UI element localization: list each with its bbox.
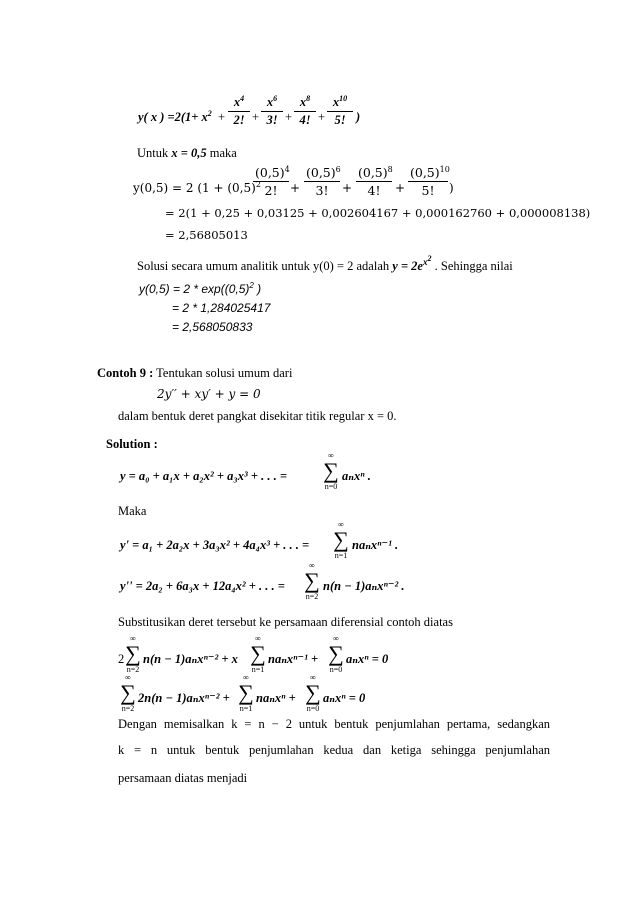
solution-label: Solution :	[106, 437, 158, 451]
sum-symbol: ∞ ∑ n=2	[120, 673, 136, 713]
eq1-lhs: y( x ) $=2(1+ x^2$	[138, 108, 212, 124]
series-y1-term: naₙxⁿ⁻¹ .	[352, 538, 399, 552]
maka-label: Maka	[118, 504, 147, 518]
deret-text: dalam bentuk deret pangkat disekitar titik regular x = 0.	[118, 409, 397, 423]
sum-symbol: ∞ ∑ n=1	[250, 634, 266, 674]
paragraph-line: Dengan memisalkan k = n − 2 untuk bentuk penjumlahan pertama, sedangkan	[118, 717, 550, 731]
eq2-fraction: $(0,5)^4$ 2!	[255, 164, 290, 198]
subst-text: Substitusikan deret tersebut ke persamaan diferensial contoh diatas	[118, 615, 453, 629]
series-y-term: aₙxⁿ .	[342, 469, 371, 483]
subst2-term3: aₙxⁿ = 0	[323, 691, 366, 705]
paragraph-line: persamaan diatas menjadi	[118, 771, 248, 785]
solusi-line: Solusi secara umum analitik untuk y(0) = 2 adalah $y = 2e^{x2}$ . Sehingga nilai	[137, 253, 513, 273]
eq1-plus: +	[285, 110, 293, 124]
sum-symbol: ∞ ∑ n=2	[304, 561, 320, 601]
subst1-term2: naₙxⁿ⁻¹ +	[268, 652, 319, 666]
exp-line-3: = 2,568050833	[172, 320, 253, 334]
series-y-text: y = a₀ + a₁x + a₂x² + a₃x³ + . . . =	[120, 469, 287, 483]
eq2-expansion: = 2(1 + 0,25 + 0,03125 + 0,002604167 + 0,000162760 + 0,000008138)	[165, 206, 591, 220]
sum-symbol: ∞ ∑ n=1	[238, 673, 254, 713]
ode-equation: 2y′′ + xy′ + y = 0	[157, 387, 261, 401]
sum-symbol: ∞ ∑ n=1	[333, 520, 349, 560]
eq1-close: )	[356, 110, 361, 124]
sum-symbol: ∞ ∑ n=0	[328, 634, 344, 674]
subst1-term3: aₙxⁿ = 0	[346, 652, 389, 666]
eq2-plus: +	[395, 181, 406, 195]
untuk-line: Untuk x = 0,5 maka	[137, 146, 237, 160]
eq2-close: )	[449, 181, 454, 195]
eq1-fraction: $x^6$ 3!	[261, 95, 283, 128]
eq1-fraction: $x^8$ 4!	[294, 95, 316, 128]
series-y2-term: n(n − 1)aₙxⁿ⁻² .	[323, 579, 405, 593]
subst1-term1: n(n − 1)aₙxⁿ⁻² + x	[143, 652, 238, 666]
eq2-lhs: y(0,5) = 2 ($1 + (0,5)^2$	[133, 180, 261, 195]
eq1-fraction: $x^4$ 2!	[228, 95, 250, 128]
paragraph-line: k = n untuk bentuk penjumlahan kedua dan ketiga sehingga penjumlahan	[118, 743, 550, 757]
sum-symbol: ∞ ∑ n=2	[125, 634, 141, 674]
exp-line-1: $y(0,5) = 2 * \exp((0,5)^2$ )	[139, 281, 262, 296]
eq2-plus: +	[290, 181, 301, 195]
sum-symbol: ∞ ∑ n=0	[323, 451, 339, 491]
subst2-term2: naₙxⁿ +	[256, 691, 296, 705]
eq2-fraction: $(0,5)^6$ 3!	[306, 164, 341, 198]
subst2-term1: 2n(n − 1)aₙxⁿ⁻² +	[138, 691, 230, 705]
series-y2-text: y'' = 2a₂ + 6a₃x + 12a₄x² + . . . =	[120, 579, 285, 593]
eq2-plus: +	[342, 181, 353, 195]
eq1-fraction: $x^{10}$ 5!	[327, 95, 353, 128]
eq2-fraction: $(0,5)^{10}$ 5!	[410, 164, 450, 198]
eq1-plus: +	[318, 110, 326, 124]
eq1-plus: +	[252, 110, 260, 124]
sum-symbol: ∞ ∑ n=0	[305, 673, 321, 713]
series-y1-text: y' = a₁ + 2a₂x + 3a₃x² + 4a₄x³ + . . . =	[120, 538, 310, 552]
eq2-result: = 2,56805013	[165, 228, 248, 242]
eq1-plus: +	[218, 110, 226, 124]
exp-line-2: = 2 * 1,284025417	[172, 301, 271, 315]
contoh-heading: Contoh 9 : Tentukan solusi umum dari	[97, 366, 293, 380]
eq2-fraction: $(0,5)^8$ 4!	[358, 164, 393, 198]
subst1-pre: 2	[118, 652, 125, 666]
